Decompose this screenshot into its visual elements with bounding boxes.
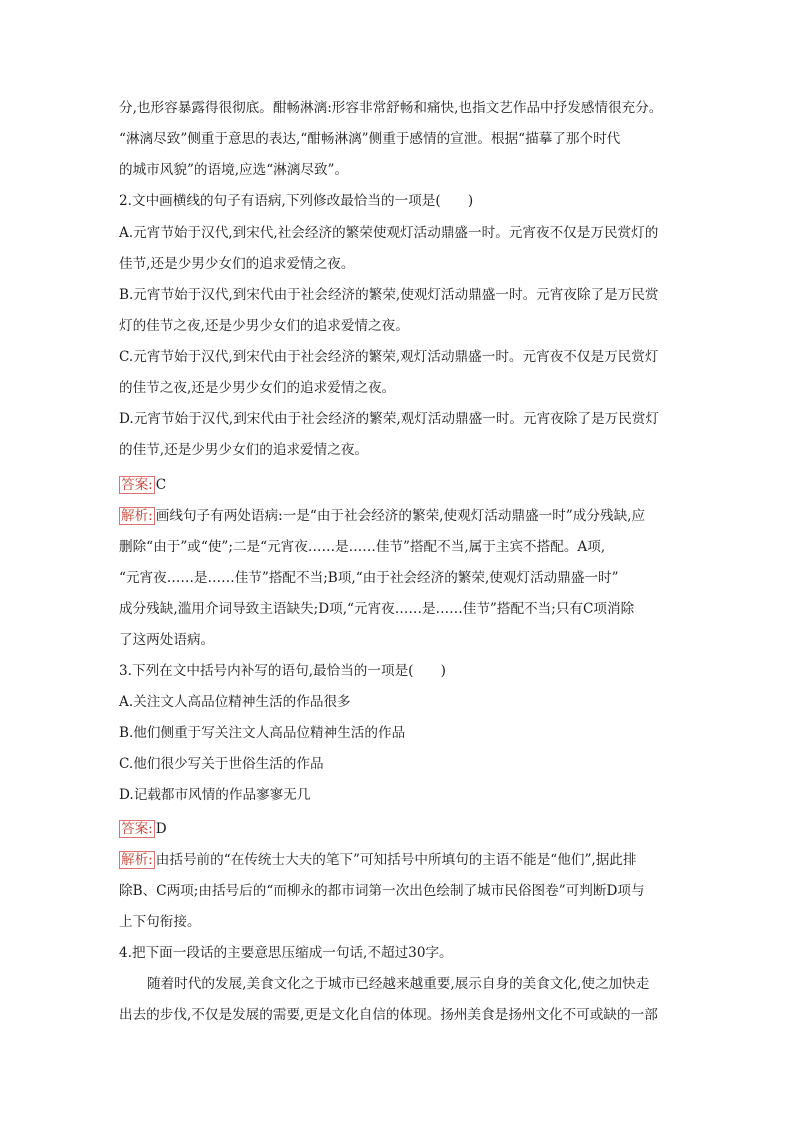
q3-option-c: C.他们很少写关于世俗生活的作品 <box>119 756 324 772</box>
intro-line: 分,也形容暴露得很彻底。酣畅淋漓:形容非常舒畅和痛快,也指文艺作品中抒发感情很充分。 <box>119 100 663 116</box>
q3-option-d: D.记载都市风情的作品寥寥无几 <box>119 787 311 803</box>
q2-option-c: C.元宵节始于汉代,到宋代由于社会经济的繁荣,观灯活动鼎盛一时。元宵夜不仅是万民赏灯 <box>119 349 659 365</box>
q2-option-b: 灯的佳节之夜,还是少男少女们的追求爱情之夜。 <box>119 318 409 334</box>
q2-option-d: 的佳节,还是少男少女们的追求爱情之夜。 <box>119 442 369 458</box>
analysis-line: 除B、C两项;由括号后的“而柳永的都市词第一次出色绘制了城市民俗图卷”可判断D项与 <box>119 883 645 899</box>
question-4-stem: 4.把下面一段话的主要意思压缩成一句话,不超过30字。 <box>119 945 453 961</box>
analysis-line: 删除“由于”或“使”;二是“元宵夜……是……佳节”搭配不当,属于主宾不搭配。A项, <box>119 539 606 555</box>
analysis-line: 了这两处语病。 <box>119 632 215 648</box>
analysis-line: 成分残缺,滥用介词导致主语缺失;D项,“元宵夜……是……佳节”搭配不当;只有C项消除 <box>119 601 635 617</box>
q2-answer <box>119 475 166 495</box>
answer-value: C <box>155 477 167 493</box>
q2-option-a: A.元宵节始于汉代,到宋代,社会经济的繁荣使观灯活动鼎盛一时。元宵夜不仅是万民赏灯的 <box>119 225 659 241</box>
q3-answer <box>119 819 167 839</box>
q2-option-d: D.元宵节始于汉代,到宋代由于社会经济的繁荣,观灯活动鼎盛一时。元宵夜除了是万民赏灯 <box>119 411 659 427</box>
analysis-text: 由括号前的“在传统士大夫的笔下”可知括号中所填句的主语不能是“他们”,据此排 <box>155 852 637 868</box>
q3-analysis <box>119 850 637 870</box>
q4-passage-line: 出去的步伐,不仅是发展的需要,更是文化自信的体现。扬州美食是扬州文化不可或缺的一部 <box>119 1007 658 1023</box>
analysis-text: 画线句子有两处语病:一是“由于社会经济的繁荣,使观灯活动鼎盛一时”成分残缺,应 <box>155 508 646 524</box>
question-2-stem: 2.文中画横线的句子有语病,下列修改最恰当的一项是( ) <box>119 193 474 209</box>
analysis-line: 上下句衔接。 <box>119 914 201 930</box>
answer-label: 答案: <box>121 477 153 493</box>
question-3-stem: 3.下列在文中括号内补写的语句,最恰当的一项是( ) <box>119 663 446 679</box>
analysis-line: “元宵夜……是……佳节”搭配不当;B项,“由于社会经济的繁荣,使观灯活动鼎盛一时” <box>119 570 619 586</box>
q2-option-c: 的佳节之夜,还是少男少女们的追求爱情之夜。 <box>119 380 396 396</box>
q2-option-a: 佳节,还是少男少女们的追求爱情之夜。 <box>119 256 355 272</box>
q3-option-a: A.关注文人高品位精神生活的作品很多 <box>119 694 351 710</box>
q2-option-b: B.元宵节始于汉代,到宋代由于社会经济的繁荣,使观灯活动鼎盛一时。元宵夜除了是万民赏 <box>119 287 659 303</box>
q2-analysis <box>119 506 645 526</box>
answer-value: D <box>155 821 167 837</box>
q4-passage-line: 随着时代的发展,美食文化之于城市已经越来越重要,展示自身的美食文化,使之加快走 <box>147 976 650 992</box>
q3-option-b: B.他们侧重于写关注文人高品位精神生活的作品 <box>119 725 406 741</box>
analysis-label: 解析: <box>121 508 153 524</box>
intro-line: 的城市风貌”的语境,应选“淋漓尽致”。 <box>119 162 349 178</box>
analysis-label: 解析: <box>121 852 153 868</box>
intro-line: “淋漓尽致”侧重于意思的表达,“酣畅淋漓”侧重于感情的宣泄。根据“描摹了那个时代 <box>119 131 621 147</box>
answer-label: 答案: <box>121 821 153 837</box>
